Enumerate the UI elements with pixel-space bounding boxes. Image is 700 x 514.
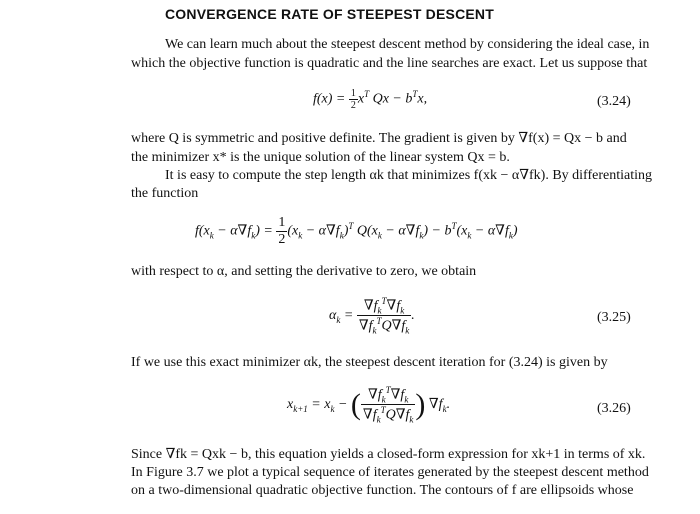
paragraph-3-line-2: the function <box>131 186 199 201</box>
paragraph-3-line-1: It is easy to compute the step length αk that minimizes f(xk − α∇fk). By differentiating <box>165 168 652 183</box>
equation-function-alpha: $f(x_k - \alpha\nabla f_k)$ = $\frac{1}{2}$ $(x_k - \alpha\nabla f_k)^T$ $Q(x_k - \alpha\nabla f_k) - b^T(x_k - \alpha\nabla f_k)$ <box>195 215 518 247</box>
paragraph-1-line-1: We can learn much about the steepest descent method by considering the ideal case, in <box>165 37 650 52</box>
section-heading: CONVERGENCE RATE OF STEEPEST DESCENT <box>165 6 494 22</box>
equation-3-24: f(x) = $\frac{1}{2}$ $x^T$ $Qx - b^Tx$, <box>313 88 428 111</box>
paragraph-6-line-3: on a two-dimensional quadratic objective function. The contours of f are ellipsoids whose <box>131 483 634 498</box>
paragraph-6-line-2: In Figure 3.7 we plot a typical sequence of iterates generated by the steepest descent method <box>131 465 649 480</box>
paragraph-4: with respect to α, and setting the derivative to zero, we obtain <box>131 264 477 279</box>
paragraph-2-line-1: where Q is symmetric and positive definite. The gradient is given by ∇f(x) = Qx − b and <box>131 131 627 146</box>
equation-3-26: $x_{k+1} = x_k$ − ( $\frac{\nabla f_k^T\nabla f_k}{\nabla f_k^TQ\nabla f_k}$ ) $\nabla f_k$. <box>287 385 451 425</box>
equation-number-3-24: (3.24) <box>597 94 631 109</box>
equation-3-25: $\alpha_k$ = $\frac{\nabla f_k^T\nabla f_k}{\nabla f_k^TQ\nabla f_k}$ . <box>329 296 415 336</box>
equation-number-3-26: (3.26) <box>597 401 631 416</box>
paragraph-2-line-2: the minimizer x* is the unique solution of the linear system Qx = b. <box>131 150 510 165</box>
paragraph-1-line-2: which the objective function is quadratic and the line searches are exact. Let us suppose that <box>131 56 648 71</box>
paragraph-6-line-1: Since ∇fk = Qxk − b, this equation yields a closed-form expression for xk+1 in terms of xk. <box>131 447 646 462</box>
paragraph-5: If we use this exact minimizer αk, the steepest descent iteration for (3.24) is given by <box>131 355 608 370</box>
equation-number-3-25: (3.25) <box>597 310 631 325</box>
